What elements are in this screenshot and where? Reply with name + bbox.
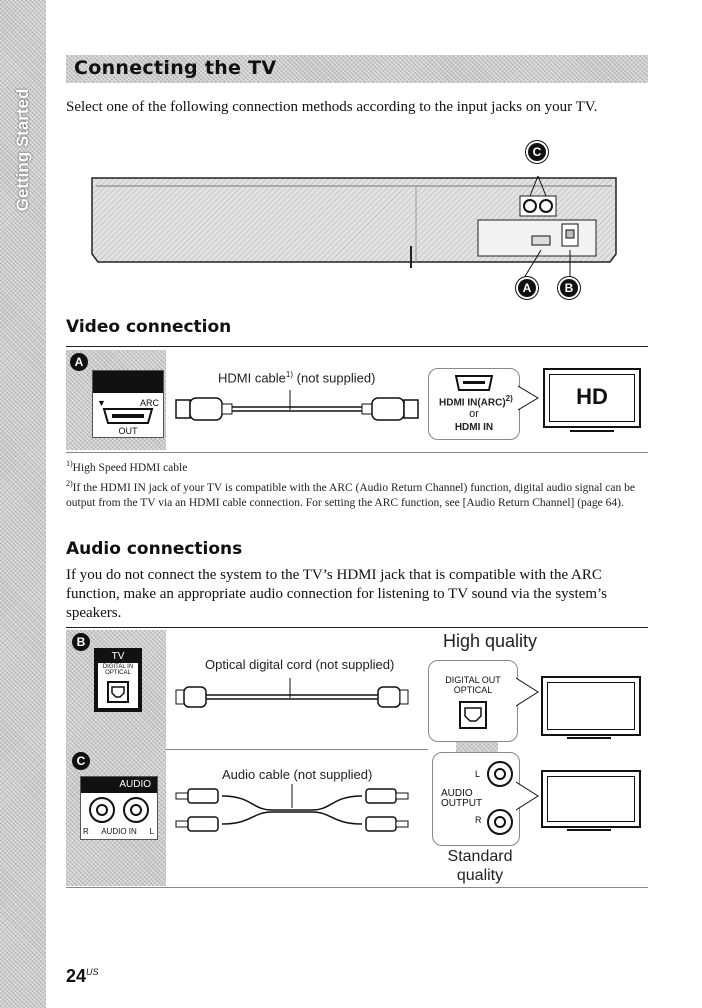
hdmi-cable-illustration <box>172 388 422 428</box>
high-quality-label: High quality <box>443 631 538 651</box>
tv-output-label: OUTPUT <box>441 798 483 809</box>
sidebar-label: Getting Started <box>13 88 32 212</box>
out-label: OUT <box>118 426 138 436</box>
tv-l-label: L <box>475 769 481 779</box>
hdmi-cable-label: HDMI cable$^{1)}$ (not supplied) <box>218 370 376 386</box>
tv-optical-port-icon <box>459 701 487 729</box>
optical-cable-label: Optical digital cord (not supplied) <box>205 657 395 672</box>
panel-audio-in-label: AUDIO IN <box>101 827 137 836</box>
footnote-2: $^{2)}$If the HDMI IN jack of your TV is compatible with the ARC (Audio Return Channel) function, digital audio signal can be output from the TV via an HDMI cable connection. For setting the ARC function, see [Audio Return Channel] (page 64). <box>66 478 635 509</box>
tv-r-label: R <box>475 815 482 825</box>
video-pointer-arrow <box>518 384 542 412</box>
callout-b-circle: B <box>560 279 578 297</box>
audio-top-rule <box>66 627 648 628</box>
audio-bottom-rule <box>66 887 648 888</box>
title-bar <box>66 55 648 83</box>
audio-middle-rule <box>166 749 428 750</box>
intro-text: Select one of the following connection methods according to the input jacks on your TV. <box>66 99 598 115</box>
tv-hdmi-port-icon <box>455 375 493 391</box>
audio-label-c: C <box>72 752 90 770</box>
optical-tv-icon <box>541 676 641 736</box>
page-title: Connecting the TV <box>74 57 277 79</box>
audio-label-b: B <box>72 633 90 651</box>
callout-a-circle: A <box>518 279 536 297</box>
video-label-a: A <box>70 353 88 371</box>
video-top-rule <box>66 346 648 347</box>
footnote-1: $^{1)}$High Speed HDMI cable <box>66 459 188 474</box>
panel-r-label: R <box>83 827 89 836</box>
panel-l-label: L <box>149 827 154 836</box>
tv-hdmi-jack-box <box>428 368 520 440</box>
audio-connections-heading: Audio connections <box>66 539 243 559</box>
footnotes <box>66 456 656 511</box>
page-number: $24^{US}$ <box>66 966 99 986</box>
hdmi-port-icon <box>102 407 154 425</box>
panel-optical-label: OPTICAL <box>105 670 131 676</box>
panel-audio-label: AUDIO <box>119 779 151 790</box>
standard-quality-label: Standard quality <box>447 848 513 884</box>
tv-hd-badge: HD <box>576 384 608 409</box>
optical-tv-stand <box>567 737 611 739</box>
callout-c-circle: C <box>528 143 546 161</box>
tv-audio-label: AUDIO <box>441 788 473 799</box>
audio-tv-stand <box>567 829 611 831</box>
video-connection-heading: Video connection <box>66 317 232 337</box>
tv-jack-primary: HDMI IN(ARC)$^{2)}$ <box>439 394 513 409</box>
tv-audio-output-box <box>432 752 520 846</box>
optical-cable-illustration <box>172 676 412 718</box>
hd-tv-icon <box>543 368 641 428</box>
optical-port-icon <box>107 681 129 703</box>
audio-intro-text: If you do not connect the system to the TV’s HDMI jack that is compatible with the ARC function, make an appropriate audio connection for listening to TV sound via the system’s speakers. <box>66 567 607 621</box>
player-rear-illustration <box>86 138 626 300</box>
tv-jack-alt: HDMI IN <box>454 422 494 433</box>
tv-rca-jacks-icon <box>485 759 515 839</box>
optical-pointer-arrow <box>516 676 542 708</box>
tv-digital-out-label: DIGITAL OUT <box>445 675 501 685</box>
arc-label: ARC <box>139 398 159 408</box>
panel-tv-label: TV <box>111 651 125 662</box>
tv-optical-label: OPTICAL <box>453 685 493 695</box>
tv-jack-or: or <box>469 408 479 420</box>
audio-pointer-arrow <box>516 780 542 812</box>
panel-digital-label: DIGITAL IN <box>102 664 134 670</box>
audio-tv-icon <box>541 770 641 828</box>
section-sidebar <box>0 0 46 1008</box>
video-bottom-rule <box>66 452 648 453</box>
audio-cable-illustration <box>172 782 412 838</box>
player-audio-panel <box>80 776 158 840</box>
player-hdmi-panel: ▼ ARC OUT <box>92 370 164 438</box>
audio-cable-label: Audio cable (not supplied) <box>222 767 373 782</box>
player-optical-panel <box>94 648 142 712</box>
rca-jacks-icon <box>87 795 151 825</box>
tv-optical-box <box>428 660 518 742</box>
hd-tv-stand <box>570 430 614 432</box>
